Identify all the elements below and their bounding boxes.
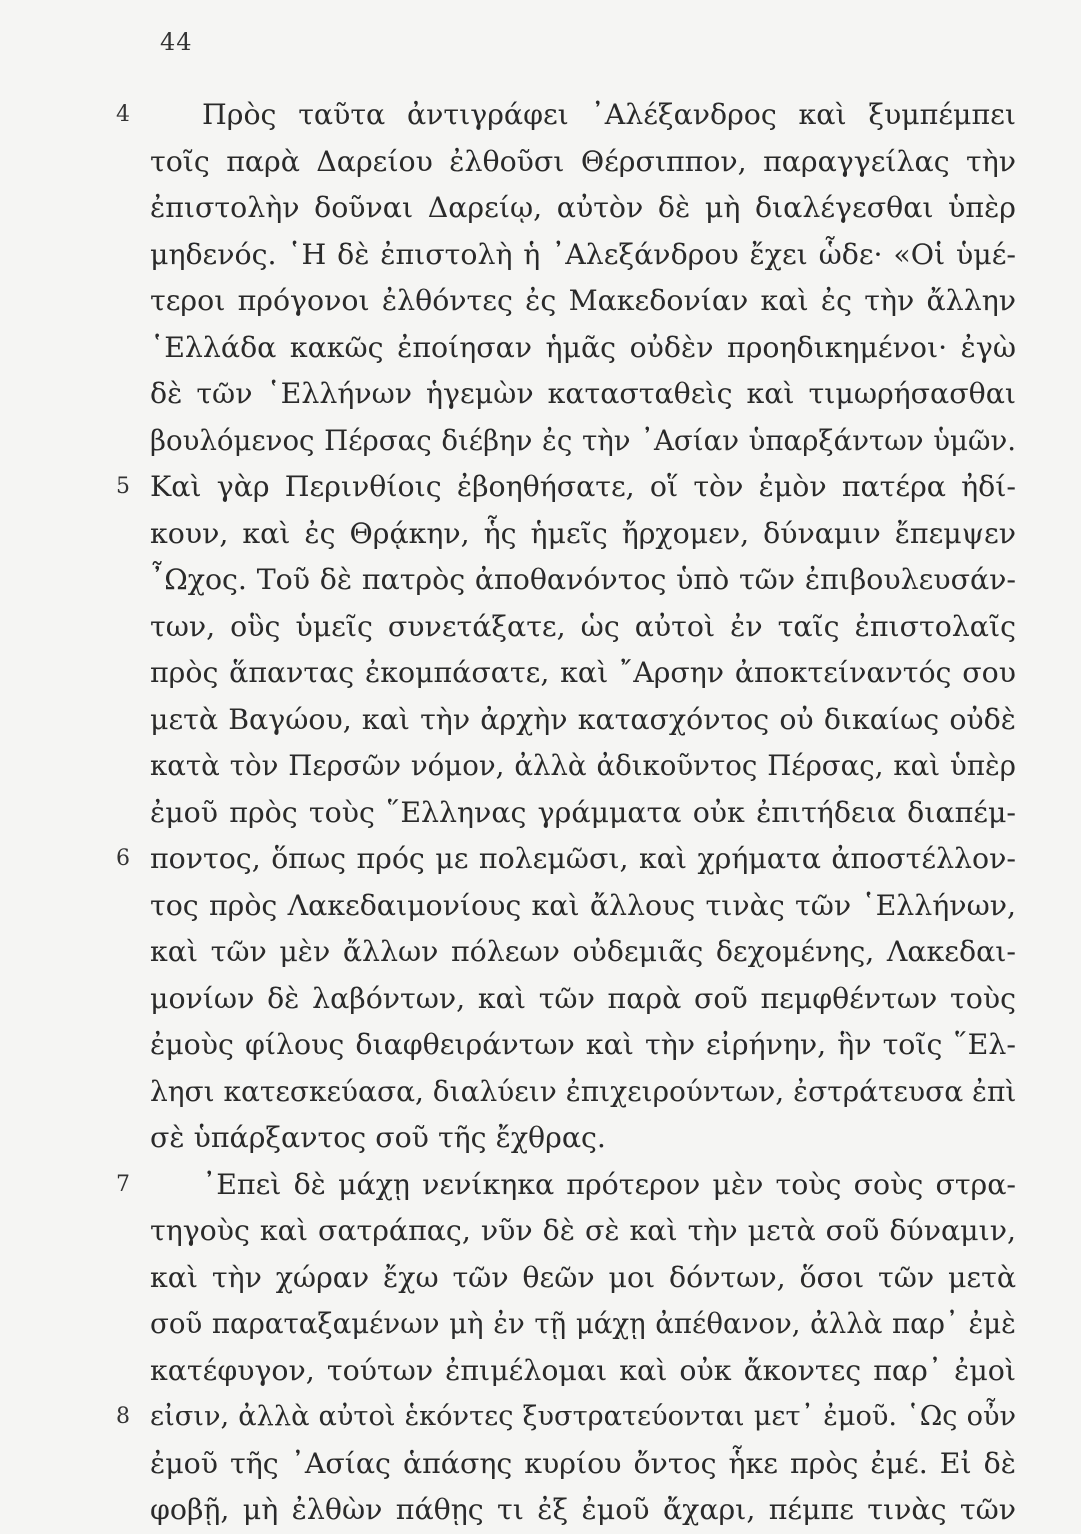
line-text: ποντος, ὅπως πρός με πολεμῶσι, καὶ χρήματα ἀποστέλλον- [150,842,1016,875]
text-line [0,929,1081,976]
text-line [0,976,1081,1023]
line-text: τος πρὸς Λακεδαιμονίους καὶ ἄλλους τινὰς τῶν ῾Ελλήνων, [150,888,1016,922]
text-line [0,371,1081,418]
line-text: καὶ τῶν μὲν ἄλλων πόλεων οὐδεμιᾶς δεχομένης, Λακεδαι- [150,935,1016,968]
line-text: μονίων δὲ λαβόντων, καὶ τῶν παρὰ σοῦ πεμφθέντων τοὺς [150,981,1016,1015]
text-line [0,883,1081,930]
text-line [0,92,1081,139]
line-text: κουν, καὶ ἐς Θρᾴκην, ἧς ἡμεῖς ἤρχομεν, δύναμιν ἔπεμψεν [150,516,1016,550]
line-text: εἰσιν, ἀλλὰ αὐτοὶ ἑκόντες ξυστρατεύονται μετ᾿ ἐμοῦ. ῾Ως οὖν [150,1401,1016,1432]
section-number: 6 [116,846,130,871]
section-number: 8 [116,1404,130,1429]
text-line [0,697,1081,744]
section-number: 7 [116,1171,130,1197]
text-line [0,1208,1081,1255]
text-line [0,139,1081,186]
text-line [0,418,1081,465]
line-text: ἐμοὺς φίλους διαφθειράντων καὶ τὴν εἰρήνην, ἣν τοῖς ῞Ελ- [150,1028,1016,1061]
text-line [0,232,1081,279]
line-text: μετὰ Βαγώου, καὶ τὴν ἀρχὴν κατασχόντος οὐ δικαίως οὐδὲ [150,702,1016,736]
text-line [0,185,1081,232]
line-text: ἐμοῦ πρὸς τοὺς ῞Ελληνας γράμματα οὐκ ἐπιτήδεια διαπέμ- [150,795,1016,829]
text-line [0,1162,1081,1209]
text-line [0,790,1081,837]
line-text: των, οὓς ὑμεῖς συνετάξατε, ὡς αὐτοὶ ἐν ταῖς ἐπιστολαῖς [150,609,1016,643]
text-line [0,836,1081,883]
line-text: μηδενός. ῾Η δὲ ἐπιστολὴ ἡ ᾿Αλεξάνδρου ἔχει ὧδε· «Οἱ ὑμέ- [150,237,1016,271]
text-line [0,650,1081,697]
line-text: τεροι πρόγονοι ἐλθόντες ἐς Μακεδονίαν καὶ ἐς τὴν ἄλλην [150,284,1016,317]
text-line [0,557,1081,604]
line-text: κατὰ τὸν Περσῶν νόμον, ἀλλὰ ἀδικοῦντος Πέρσας, καὶ ὑπὲρ [150,749,1016,782]
line-text: Πρὸς ταῦτα ἀντιγράφει ᾿Αλέξανδρος καὶ ξυμπέμπει [202,98,1016,131]
line-text: φοβῇ, μὴ ἐλθὼν πάθῃς τι ἐξ ἐμοῦ ἄχαρι, πέμπε τινὰς τῶν [150,1493,1016,1526]
text-line [0,464,1081,511]
page-number: 44 [160,28,193,56]
line-text: ᾿Επεὶ δὲ μάχῃ νενίκηκα πρότερον μὲν τοὺς σοὺς στρα- [202,1167,1016,1201]
line-text: ἐμοῦ τῆς ᾿Ασίας ἁπάσης κυρίου ὄντος ἧκε πρὸς ἐμέ. Εἰ δὲ [150,1446,1016,1480]
section-number: 4 [116,102,130,127]
text-line [0,511,1081,558]
section-number: 5 [116,474,130,499]
line-text: ῏Ωχος. Τοῦ δὲ πατρὸς ἀποθανόντος ὑπὸ τῶν ἐπιβουλευσάν- [150,563,1016,596]
line-text: ῾Ελλάδα κακῶς ἐποίησαν ἡμᾶς οὐδὲν προηδικημένοι· ἐγὼ [150,330,1016,364]
text-line [0,325,1081,372]
line-text: σοῦ παραταξαμένων μὴ ἐν τῇ μάχῃ ἀπέθανον, ἀλλὰ παρ᾿ ἐμὲ [150,1307,1016,1340]
line-text: δὲ τῶν ῾Ελλήνων ἡγεμὼν κατασταθεὶς καὶ τιμωρήσασθαι [150,377,1016,410]
text-line [0,1115,1081,1162]
text-line [0,604,1081,651]
line-text: ἐπιστολὴν δοῦναι Δαρείῳ, αὐτὸν δὲ μὴ διαλέγεσθαι ὑπὲρ [150,191,1016,224]
line-text: τοῖς παρὰ Δαρείου ἐλθοῦσι Θέρσιππον, παραγγείλας τὴν [150,144,1016,178]
text-line [0,1348,1081,1395]
line-text: τηγοὺς καὶ σατράπας, νῦν δὲ σὲ καὶ τὴν μετὰ σοῦ δύναμιν, [150,1214,1016,1247]
text-line [0,278,1081,325]
line-text: βουλόμενος Πέρσας διέβην ἐς τὴν ᾿Ασίαν ὑπαρξάντων ὑμῶν. [150,423,1016,457]
text-line [0,1255,1081,1302]
text-line [0,1069,1081,1116]
line-text: καὶ τὴν χώραν ἔχω τῶν θεῶν μοι δόντων, ὅσοι τῶν μετὰ [150,1260,1016,1294]
text-line [0,1022,1081,1069]
line-text: λησι κατεσκεύασα, διαλύειν ἐπιχειρούντων, ἐστράτευσα ἐπὶ [150,1074,1016,1108]
line-text: κατέφυγον, τούτων ἐπιμέλομαι καὶ οὐκ ἄκοντες παρ᾿ ἐμοὶ [150,1353,1016,1387]
text-line [0,743,1081,790]
text-line [0,1394,1081,1441]
line-text: σὲ ὑπάρξαντος σοῦ τῆς ἔχθρας. [150,1121,606,1154]
greek-text-body [0,92,1081,1534]
text-line [0,1441,1081,1488]
text-line [0,1487,1081,1534]
text-line [0,1301,1081,1348]
line-text: πρὸς ἅπαντας ἐκομπάσατε, καὶ ῎Αρσην ἀποκτείναντός σου [150,656,1016,689]
line-text: Καὶ γὰρ Περινθίοις ἐβοηθήσατε, οἵ τὸν ἐμὸν πατέρα ἠδί- [150,470,1016,503]
